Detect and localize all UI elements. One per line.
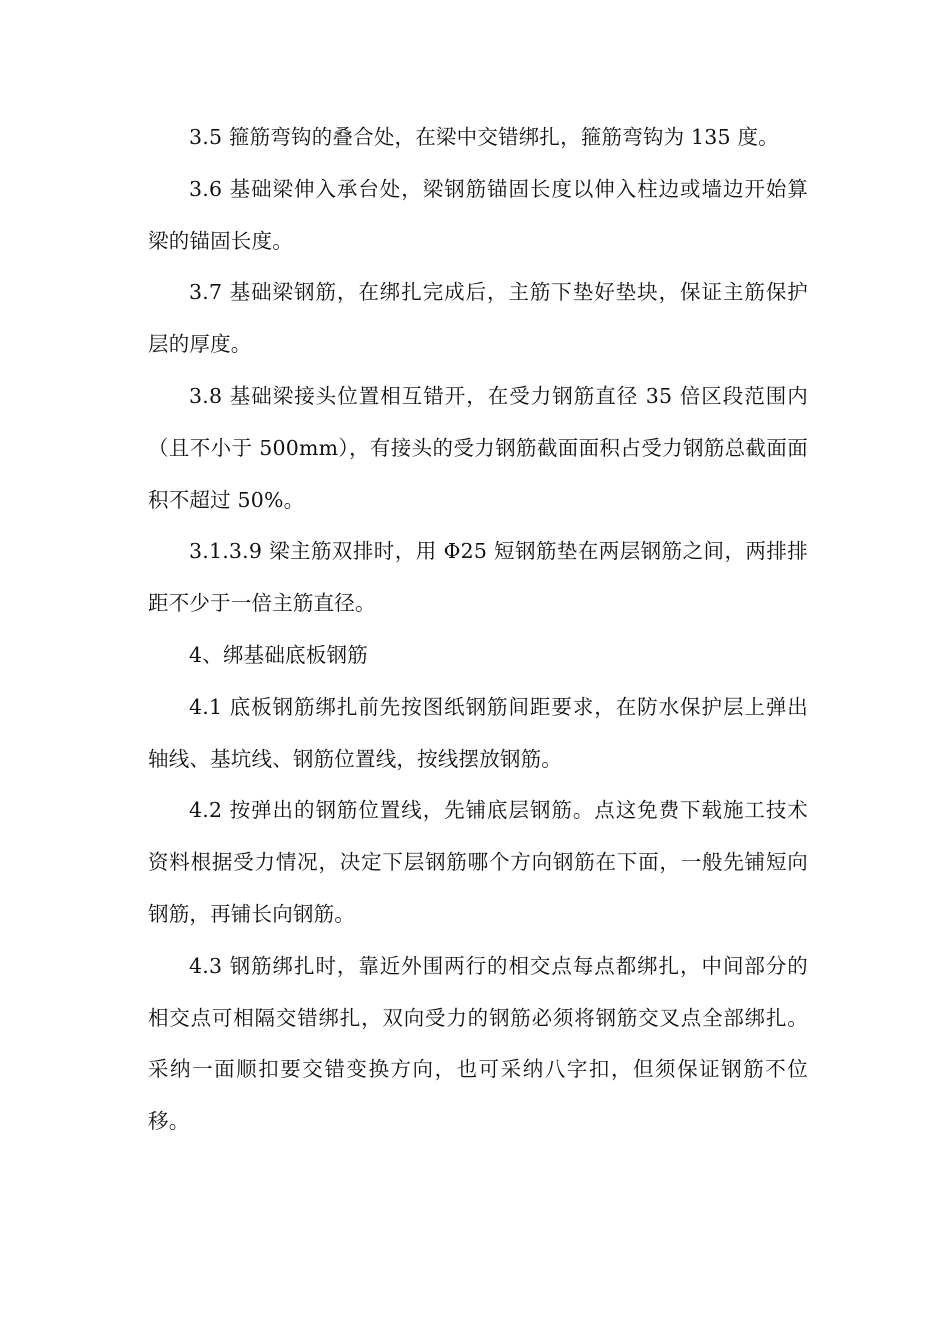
paragraph-3-1-3-9: 3.1.3.9 梁主筋双排时，用 Φ25 短钢筋垫在两层钢筋之间，两排排距不少于一倍主筋直径。	[148, 539, 808, 616]
document-body	[148, 112, 808, 1148]
paragraph-4-2: 4.2 按弹出的钢筋位置线，先铺底层钢筋。点这免费下载施工技术资料根据受力情况，决定下层钢筋哪个方向钢筋在下面，一般先铺短向钢筋，再铺长向钢筋。	[148, 798, 808, 926]
paragraph-3-8: 3.8 基础梁接头位置相互错开，在受力钢筋直径 35 倍区段范围内（且不小于 500mm），有接头的受力钢筋截面面积占受力钢筋总截面面积不超过 50%。	[148, 383, 808, 512]
paragraph-3-7: 3.7 基础梁钢筋，在绑扎完成后，主筋下垫好垫块，保证主筋保护层的厚度。	[148, 280, 808, 357]
paragraph-4-1: 4.1 底板钢筋绑扎前先按图纸钢筋间距要求，在防水保护层上弹出轴线、基坑线、钢筋位置线，按线摆放钢筋。	[148, 694, 808, 771]
paragraph-3-6: 3.6 基础梁伸入承台处，梁钢筋锚固长度以伸入柱边或墙边开始算梁的锚固长度。	[148, 176, 808, 253]
paragraph-4-3: 4.3 钢筋绑扎时，靠近外围两行的相交点每点都绑扎，中间部分的相交点可相隔交错绑扎，双向受力的钢筋必须将钢筋交叉点全部绑扎。采纳一面顺扣要交错变换方向，也可采纳八字扣，但须保证钢筋不位移。	[148, 953, 808, 1134]
section-heading-4: 4、绑基础底板钢筋	[189, 642, 368, 667]
paragraph-3-5: 3.5 箍筋弯钩的叠合处，在梁中交错绑扎，箍筋弯钩为 135 度。	[189, 125, 779, 149]
